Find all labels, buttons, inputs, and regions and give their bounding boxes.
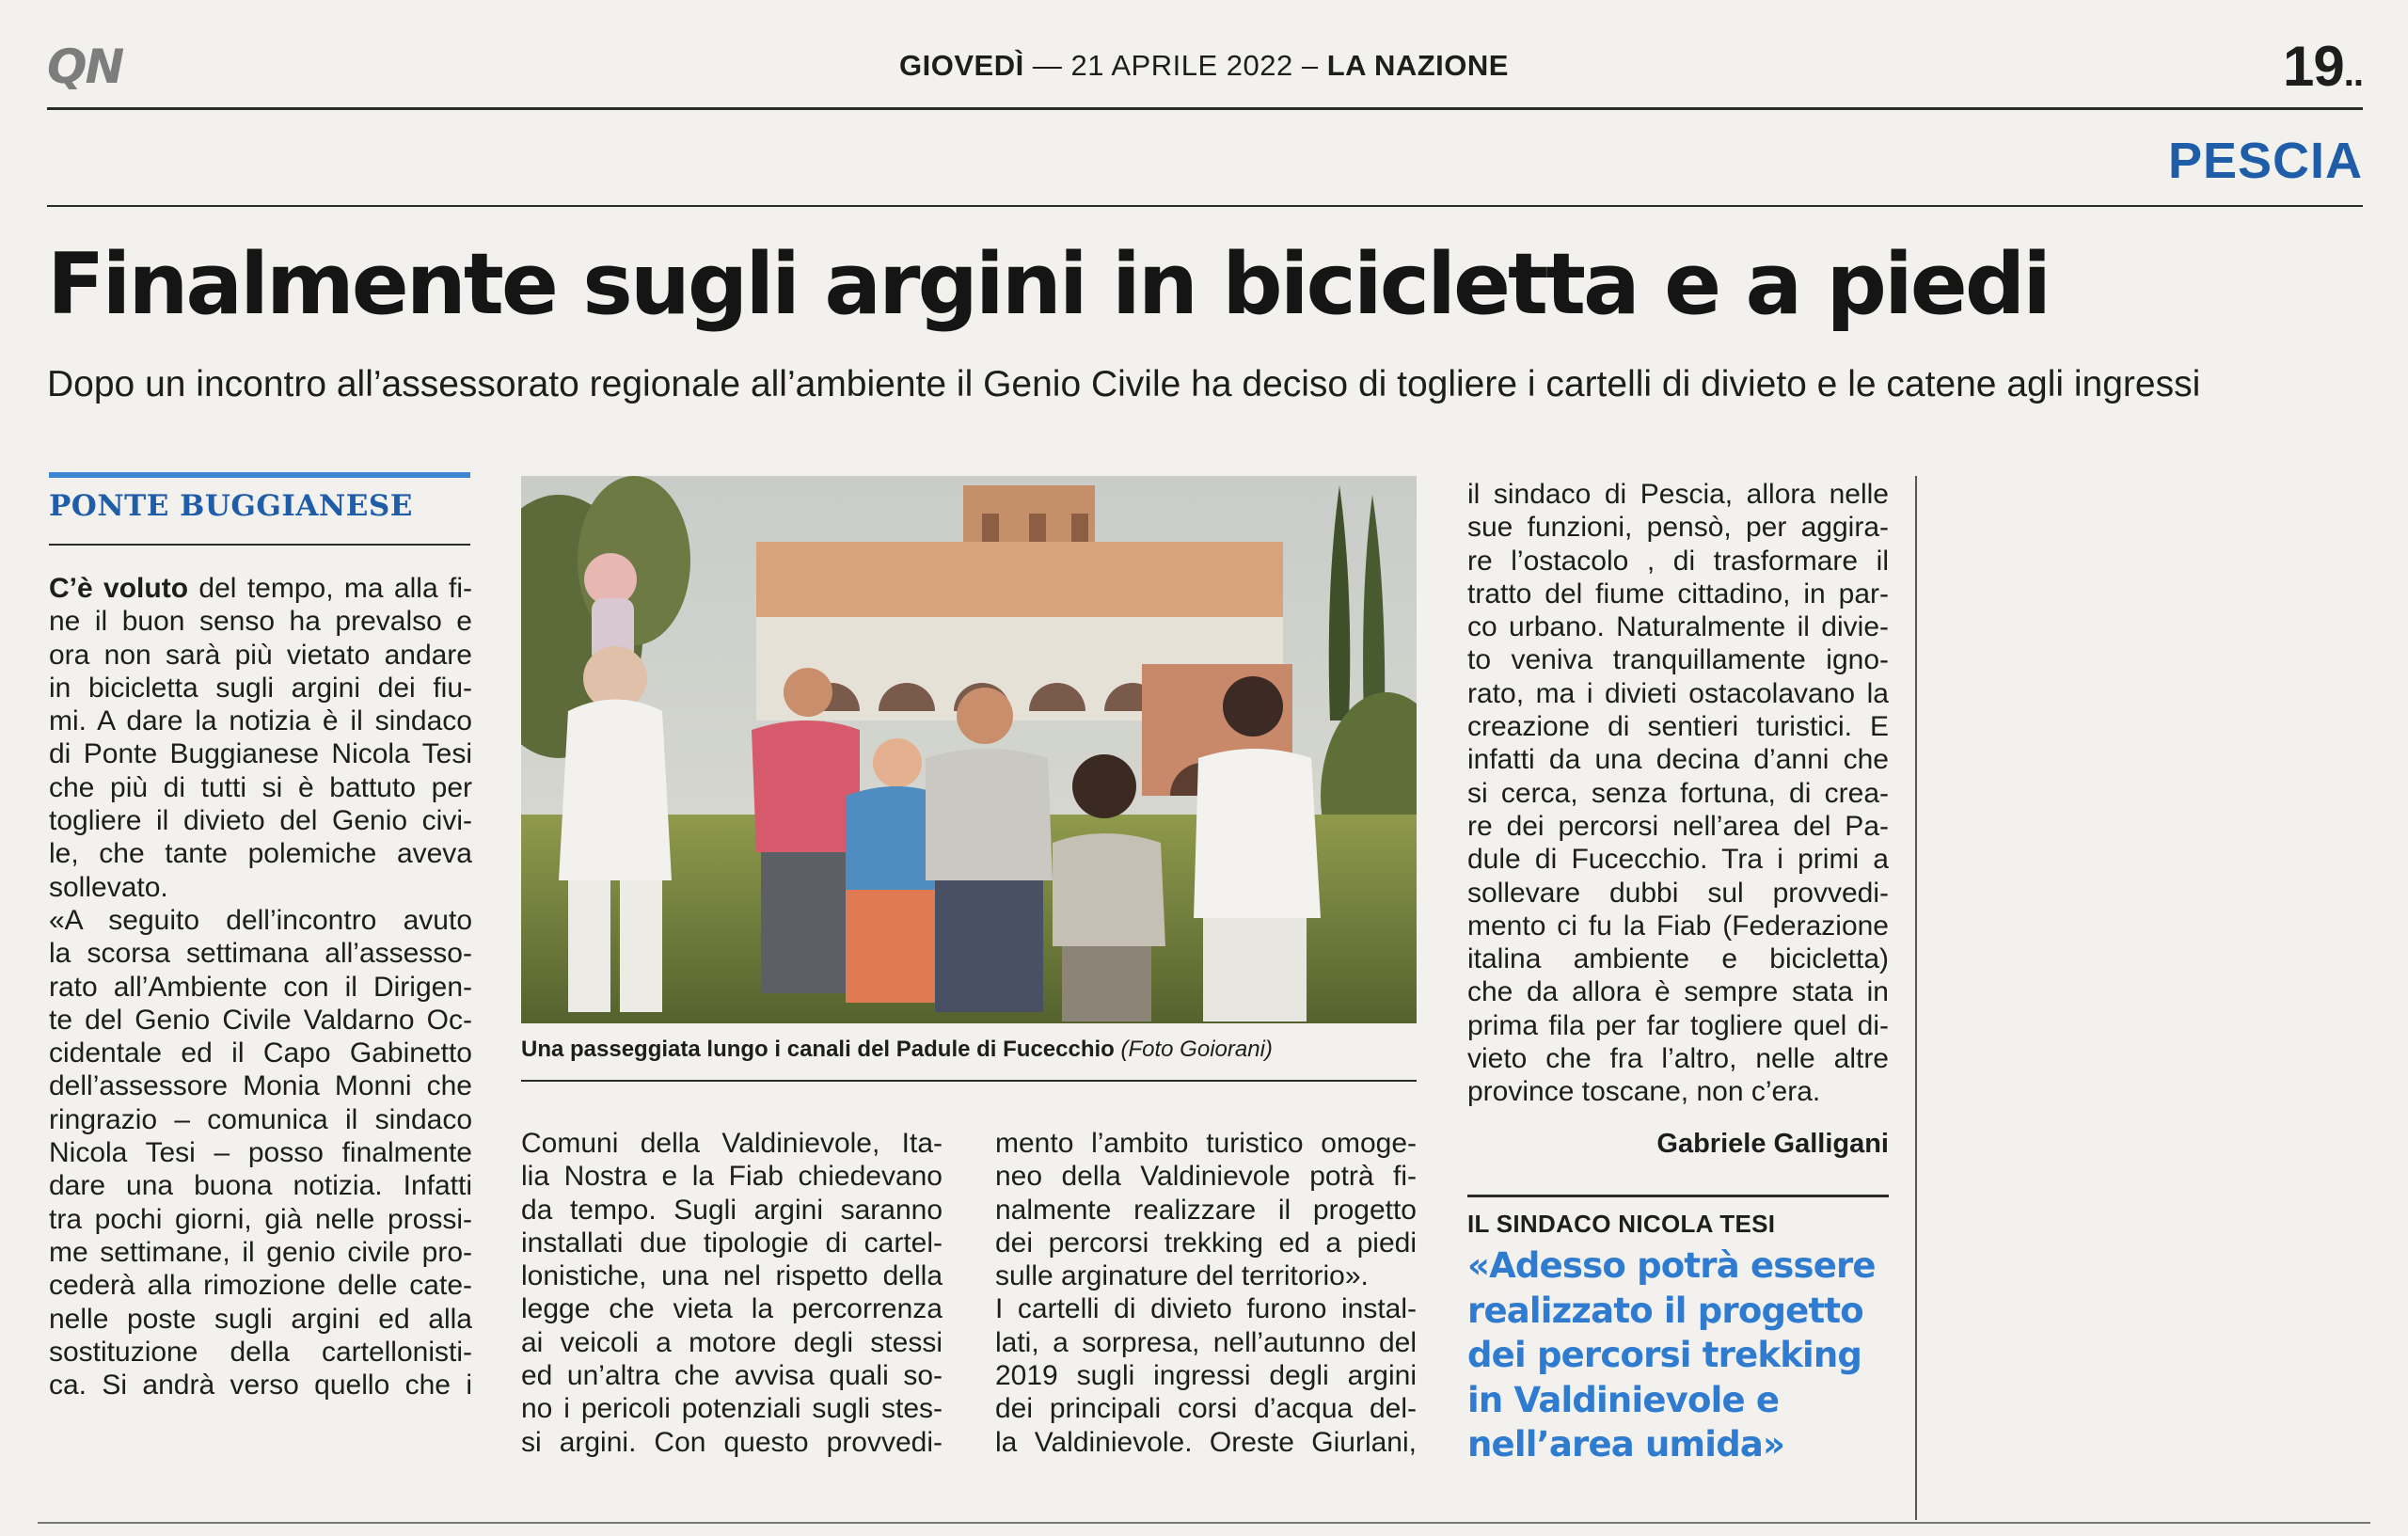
dateline [0, 47, 2408, 85]
text-line: da tempo. Sugli argini saranno [521, 1194, 943, 1226]
text-line: lia Nostra e la Fiab chiedevano [521, 1161, 943, 1193]
text-line: no i pericoli potenziali sugli stes- [521, 1393, 943, 1425]
text-line: ora non sarà più vietato andare [49, 639, 472, 671]
text-line: ringrazio – comunica il sindaco [49, 1103, 472, 1135]
text-line: co urbano. Naturalmente il divie- [1467, 611, 1889, 643]
text-line: legge che vieta la percorrenza [521, 1293, 943, 1325]
text-line: Nicola Tesi – posso finalmente [49, 1137, 472, 1169]
text-line: te del Genio Civile Valdarno Oc- [49, 1004, 472, 1036]
text-line: «A seguito dell’incontro avuto [49, 904, 472, 936]
text-line: I cartelli di divieto furono instal- [995, 1293, 1417, 1325]
pull-quote [1467, 1243, 1900, 1467]
text-line: che da allora è sempre stata in [1467, 976, 1889, 1008]
text-line: dule di Fucecchio. Tra i primi a [1467, 844, 1889, 876]
lead-in: C’è voluto [49, 573, 189, 604]
text-line: neo della Valdinievole potrà fi- [995, 1161, 1417, 1193]
text-line: creazione di sentieri turistici. E [1467, 711, 1889, 743]
text-line: mento ci fu la Fiab (Federazione [1467, 910, 1889, 942]
text-line: installati due tipologie di cartel- [521, 1227, 943, 1259]
section-label: PESCIA [2167, 133, 2363, 189]
quote-box-rule [1467, 1195, 1889, 1197]
page-mark: .. [2343, 53, 2363, 94]
text-line: ed un’altra che avvisa quali so- [521, 1360, 943, 1392]
header-rule [47, 107, 2363, 110]
text-line: si cerca, senza fortuna, di crea- [1467, 777, 1889, 809]
bottom-rule [38, 1522, 2370, 1524]
text-line: le, che tante polemiche aveva [49, 838, 472, 870]
column-divider [1915, 476, 1917, 1520]
text-line: mento l’ambito turistico omoge- [995, 1128, 1417, 1159]
text-line: me settimane, il genio civile pro- [49, 1236, 472, 1268]
text-line: 2019 sugli ingressi degli argini [995, 1360, 1417, 1392]
dateline-separator: — [1032, 49, 1071, 82]
dateline-date: 21 APRILE 2022 [1070, 49, 1293, 82]
photo-caption-text: Una passeggiata lungo i canali del Padule di Fucecchio [521, 1037, 1115, 1062]
text-line: sollevato. [49, 871, 168, 903]
page-number: 19.. [2283, 35, 2363, 98]
quote-label: IL SINDACO NICOLA TESI [1467, 1210, 1776, 1238]
text-line: la Valdinievole. Oreste Giurlani, [995, 1426, 1417, 1458]
text-line: sulle arginature del territorio». [995, 1260, 1369, 1292]
text-line: sue funzioni, pensò, per aggira- [1467, 512, 1889, 544]
pull-quote-line: realizzato il progetto [1467, 1290, 1863, 1331]
text-line: nalmente realizzare il progetto [995, 1194, 1417, 1226]
text-line: lati, a sorpresa, nell’autunno del [995, 1326, 1417, 1358]
subheadline: Dopo un incontro all’assessorato regionale all’ambiente il Genio Civile ha deciso di togliere i cartelli di divieto e le catene agli ingressi [47, 364, 2201, 404]
text-line: italina ambiente e bicicletta) [1467, 943, 1889, 975]
text-line: cidentale ed il Capo Gabinetto [49, 1037, 472, 1069]
text-line: si argini. Con questo provvedi- [521, 1426, 943, 1458]
text-line: tratto del fiume cittadino, in par- [1467, 578, 1889, 610]
text-line: sollevare dubbi sul provvedi- [1467, 877, 1889, 909]
author-signature: Gabriele Galligani [1656, 1129, 1889, 1159]
text-line: Comuni della Valdinievole, Ita- [521, 1128, 943, 1159]
pull-quote-line: in Valdinievole e [1467, 1379, 1780, 1420]
text-line: ai veicoli a motore degli stessi [521, 1326, 943, 1358]
newspaper-logo: QN [47, 40, 123, 94]
text-line: re l’ostacolo , di trasformare il [1467, 545, 1889, 577]
text-line: sostituzione della cartellonisti- [49, 1336, 472, 1368]
text-line: infatti da una decina d’anni che [1467, 744, 1889, 776]
article-column-2 [521, 1127, 943, 1459]
text-line: ne il buon senso ha prevalso e [49, 606, 472, 638]
text-line: nelle poste sugli argini ed alla [49, 1303, 472, 1335]
photo-credit: (Foto Goiorani) [1120, 1037, 1273, 1062]
pull-quote-line: dei percorsi trekking [1467, 1335, 1862, 1375]
text-line: to veniva tranquillamente igno- [1467, 644, 1889, 676]
kicker-location: PONTE BUGGIANESE [49, 489, 413, 523]
text-line: ca. Si andrà verso quello che i [49, 1370, 472, 1401]
text-line: dare una buona notizia. Infatti [49, 1170, 472, 1202]
dateline-newspaper: LA NAZIONE [1326, 49, 1509, 82]
kicker-bar [49, 472, 470, 478]
text-line: re dei percorsi nell’area del Pa- [1467, 810, 1889, 842]
dateline-separator: – [1301, 49, 1327, 82]
text-line: rato all’Ambiente con il Dirigen- [49, 971, 472, 1003]
text-line: dei percorsi trekking ed a piedi [995, 1227, 1417, 1259]
article-column-4 [1467, 478, 1889, 1109]
text-line: la scorsa settimana all’assesso- [49, 938, 472, 970]
text-line: prima fila per far togliere quel di- [1467, 1009, 1889, 1041]
text-line: dei principali corsi d’acqua del- [995, 1393, 1417, 1425]
text-line: tra pochi giorni, già nelle prossi- [49, 1203, 472, 1235]
text-line: C’è voluto del tempo, ma alla fi- [49, 573, 472, 604]
text-line: il sindaco di Pescia, allora nelle [1467, 479, 1889, 510]
photo-caption [521, 1035, 1273, 1065]
kicker-rule [49, 544, 470, 546]
text-line: togliere il divieto del Genio civi- [49, 805, 472, 837]
text-line: lonistiche, una nel rispetto della [521, 1260, 943, 1292]
text-line: rato, ma i divieti ostacolavano la [1467, 677, 1889, 709]
text-line: di Ponte Buggianese Nicola Tesi [49, 738, 472, 770]
article-photo [521, 476, 1417, 1023]
section-rule [47, 205, 2363, 207]
text-line: dell’assessore Monia Monni che [49, 1070, 472, 1102]
text-line: vieto che fra l’altro, nelle altre [1467, 1043, 1889, 1075]
text-line: province toscane, non c’era. [1467, 1076, 1821, 1108]
article-column-3 [995, 1127, 1417, 1459]
caption-rule [521, 1080, 1417, 1082]
text-line: che più di tutti si è battuto per [49, 771, 472, 803]
article-column-1 [49, 572, 472, 1401]
pull-quote-line: «Adesso potrà essere [1467, 1245, 1876, 1286]
text-line: mi. A dare la notizia è il sindaco [49, 705, 472, 737]
pull-quote-line: nell’area umida» [1467, 1424, 1785, 1465]
dateline-day: GIOVEDÌ [899, 49, 1024, 82]
text-line: in bicicletta sugli argini dei fiu- [49, 672, 472, 704]
text-line: cederà alla rimozione delle cate- [49, 1270, 472, 1302]
photo-walkers-on-embankment [521, 476, 1417, 1023]
headline: Finalmente sugli argini in bicicletta e a piedi [47, 235, 2050, 334]
